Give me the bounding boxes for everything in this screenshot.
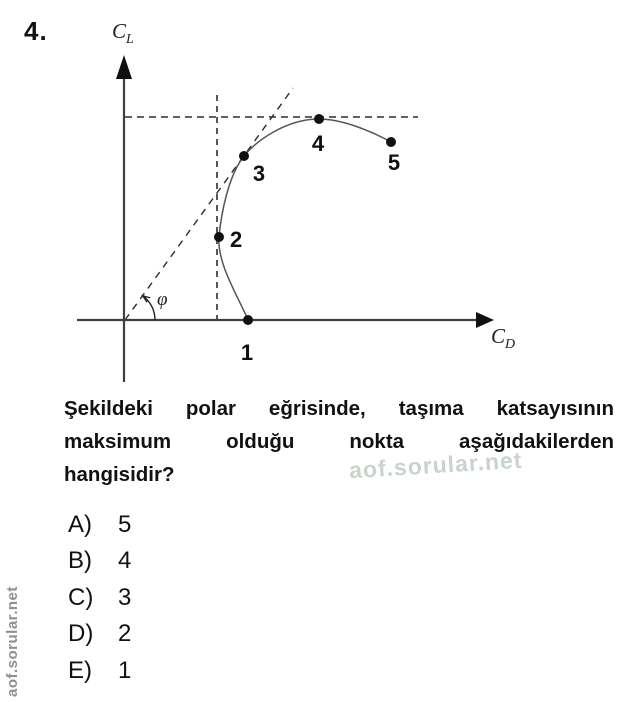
data-point-4	[314, 114, 324, 124]
point-label-4: 4	[311, 131, 325, 156]
question-line: maksimum olduğu nokta aşağıdakilerden	[64, 430, 614, 453]
cd-axis-label: $C_D$	[491, 324, 516, 352]
question-line: hangisidir?	[64, 463, 175, 486]
point-label-3: 3	[252, 161, 266, 186]
option-label: D)	[68, 620, 94, 648]
option-value: 3	[118, 583, 132, 611]
option-label: A)	[68, 511, 92, 538]
point-label-2: 2	[230, 227, 243, 252]
option-row-e	[68, 658, 131, 694]
data-point-3	[239, 151, 249, 161]
option-label: E)	[68, 656, 92, 684]
watermark-center: aof.sorular.net	[348, 446, 524, 484]
polar-curve-path	[219, 119, 391, 320]
option-row-d	[68, 621, 131, 657]
option-label: C)	[68, 583, 94, 611]
cl-axis-label: $C_L$	[112, 19, 134, 47]
question-text	[64, 392, 614, 491]
data-point-2	[214, 232, 224, 242]
cl-axis-arrow-icon	[116, 55, 132, 79]
watermark-left: aof.sorular.net	[4, 586, 21, 697]
option-value: 1	[118, 656, 132, 684]
option-value: 2	[118, 620, 132, 648]
data-point-5	[386, 137, 396, 147]
phi-label: φ	[157, 289, 168, 310]
point-label-1: 1	[240, 340, 254, 365]
point-label-5: 5	[387, 150, 401, 175]
data-point-1	[243, 315, 253, 325]
options-list	[68, 512, 131, 694]
option-row-b	[68, 548, 131, 584]
option-label: B)	[68, 547, 92, 575]
tangent-dashed-line	[125, 88, 293, 320]
option-value: 5	[118, 511, 132, 538]
question-number: 4.	[24, 16, 48, 46]
option-value: 4	[118, 547, 132, 575]
option-row-c	[68, 585, 131, 621]
option-row-a	[68, 512, 131, 548]
question-line: Şekildeki polar eğrisinde, taşıma katsayısının	[64, 397, 614, 420]
